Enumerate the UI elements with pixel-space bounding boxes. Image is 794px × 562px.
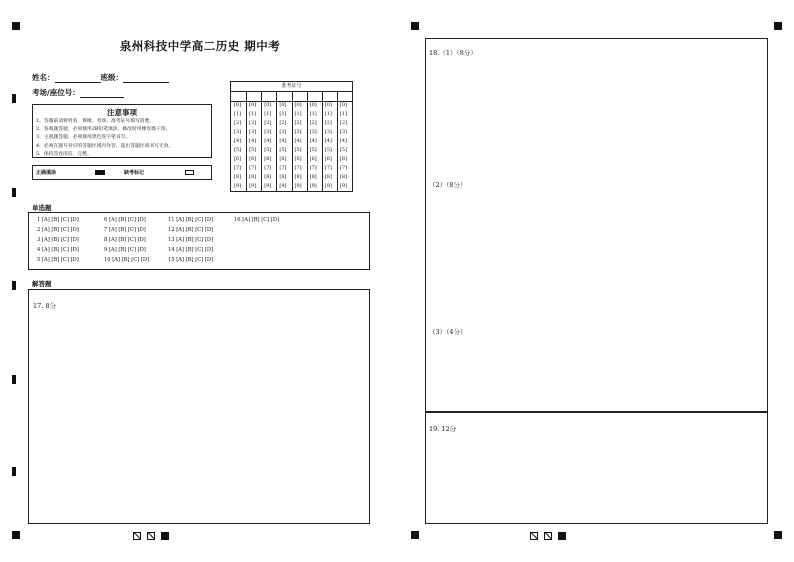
name-field[interactable]	[55, 74, 101, 83]
exam-id-bubble[interactable]: [6]	[249, 156, 257, 162]
answer-box-q18[interactable]	[425, 38, 768, 412]
exam-id-bubble[interactable]: [8]	[249, 174, 257, 180]
exam-id-box	[230, 81, 353, 192]
exam-id-bubble[interactable]: [9]	[339, 183, 347, 189]
exam-id-bubble[interactable]: [4]	[234, 138, 242, 144]
single-choice-row[interactable]: 3 [A] [B] [C] [D]	[37, 237, 79, 243]
single-choice-row[interactable]: 14 [A] [B] [C] [D]	[168, 247, 214, 253]
exam-id-bubble[interactable]: [0]	[339, 102, 347, 108]
corner-mark-top-right	[774, 22, 782, 30]
exam-id-bubble[interactable]: [1]	[339, 111, 347, 117]
note-item: 2、客观题答题，必须使用2B铅笔填涂，修改时用橡皮擦干净。	[36, 127, 171, 133]
exam-id-bubble[interactable]: [6]	[324, 156, 332, 162]
exam-id-bubble[interactable]: [3]	[309, 129, 317, 135]
exam-id-bubble[interactable]: [2]	[249, 120, 257, 126]
exam-id-bubble[interactable]: [9]	[309, 183, 317, 189]
exam-id-bubble[interactable]: [1]	[264, 111, 272, 117]
notes-list	[33, 118, 211, 159]
exam-id-bubble[interactable]: [5]	[309, 147, 317, 153]
exam-id-bubble[interactable]: [6]	[309, 156, 317, 162]
exam-id-bubble[interactable]: [3]	[324, 129, 332, 135]
correct-fill-label: 正确填涂	[36, 170, 57, 176]
exam-id-bubble[interactable]: [0]	[324, 102, 332, 108]
exam-id-bubble[interactable]: [2]	[234, 120, 242, 126]
exam-id-bubble[interactable]: [2]	[324, 120, 332, 126]
timing-mark	[12, 375, 16, 384]
exam-id-bubble[interactable]: [8]	[294, 174, 302, 180]
exam-id-bubble[interactable]: [3]	[264, 129, 272, 135]
single-choice-row[interactable]: 4 [A] [B] [C] [D]	[37, 247, 79, 253]
single-choice-box	[28, 212, 370, 270]
exam-id-bubble[interactable]: [5]	[279, 147, 287, 153]
page-marker-hatched	[147, 532, 155, 540]
exam-id-bubble[interactable]: [0]	[264, 102, 272, 108]
notes-box	[32, 104, 212, 158]
exam-id-bubble[interactable]: [9]	[234, 183, 242, 189]
single-choice-row[interactable]: 15 [A] [B] [C] [D]	[168, 257, 214, 263]
answers-label: 解答题	[32, 280, 52, 288]
page-marker-hatched	[133, 532, 141, 540]
corner-mark-mid-left	[411, 22, 419, 30]
exam-id-bubble[interactable]: [8]	[264, 174, 272, 180]
exam-id-bubble[interactable]: [9]	[294, 183, 302, 189]
exam-id-bubble[interactable]: [3]	[339, 129, 347, 135]
exam-id-bubble[interactable]: [7]	[339, 165, 347, 171]
single-choice-row[interactable]: 6 [A] [B] [C] [D]	[104, 217, 146, 223]
corner-mark-bottom-left	[12, 531, 20, 539]
exam-id-bubble[interactable]: [0]	[234, 102, 242, 108]
timing-mark	[12, 188, 16, 197]
note-item: 1、答题前请将姓名、班级、考场、准考证号填写清楚。	[36, 119, 155, 124]
q18-part3-label: （3）（4分）	[429, 328, 467, 336]
q18-part1-label: 18.（1）（8分）	[429, 49, 477, 57]
exam-id-bubble[interactable]: [2]	[294, 120, 302, 126]
note-item: 5、保持答卷清洁、完整。	[36, 151, 92, 157]
timing-mark	[12, 94, 16, 103]
exam-id-bubble[interactable]: [4]	[339, 138, 347, 144]
exam-id-bubble[interactable]: [9]	[279, 183, 287, 189]
q18-part2-label: （2）（8分）	[429, 181, 467, 189]
exam-id-bubble[interactable]: [7]	[249, 165, 257, 171]
exam-id-label: 准考证号	[231, 82, 352, 92]
exam-id-bubble[interactable]: [9]	[249, 183, 257, 189]
exam-id-bubble[interactable]: [7]	[264, 165, 272, 171]
seat-field[interactable]	[80, 89, 124, 98]
name-label: 姓名：	[32, 73, 55, 82]
page-marker-solid	[161, 532, 169, 540]
single-choice-row[interactable]: 9 [A] [B] [C] [D]	[104, 247, 146, 253]
absent-mark-checkbox[interactable]	[185, 170, 194, 175]
exam-id-bubble-grid	[231, 102, 352, 192]
exam-id-bubble[interactable]: [2]	[264, 120, 272, 126]
exam-id-bubble[interactable]: [8]	[309, 174, 317, 180]
corner-mark-top-left	[12, 22, 20, 30]
exam-id-bubble[interactable]: [3]	[234, 129, 242, 135]
exam-id-bubble[interactable]: [8]	[279, 174, 287, 180]
exam-id-bubble[interactable]: [7]	[234, 165, 242, 171]
seat-label: 考场/座位号：	[32, 88, 80, 97]
exam-id-bubble[interactable]: [3]	[294, 129, 302, 135]
exam-id-column-divider	[261, 91, 262, 192]
absent-mark-label: 缺考标记	[124, 170, 145, 176]
corner-mark-mid-right	[411, 531, 419, 539]
exam-id-bubble[interactable]: [1]	[279, 111, 287, 117]
exam-id-bubble[interactable]: [0]	[309, 102, 317, 108]
corner-mark-bottom-right	[774, 531, 782, 539]
single-choice-row[interactable]: 5 [A] [B] [C] [D]	[37, 257, 79, 263]
page-title: 泉州科技中学高二历史 期中考	[119, 39, 281, 53]
timing-mark	[12, 467, 16, 476]
seat-info-row	[32, 87, 124, 98]
single-choice-label: 单选题	[32, 204, 52, 212]
single-choice-row[interactable]: 16 [A] [B] [C] [D]	[234, 217, 280, 223]
answer-box-q19[interactable]	[425, 412, 768, 524]
exam-id-column-divider	[276, 91, 277, 192]
exam-id-bubble[interactable]: [4]	[324, 138, 332, 144]
exam-id-bubble[interactable]: [9]	[264, 183, 272, 189]
correct-fill-sample	[95, 170, 105, 175]
exam-id-column-divider	[337, 91, 338, 192]
q19-label: 19. 12分	[429, 425, 457, 433]
exam-id-bubble[interactable]: [7]	[324, 165, 332, 171]
exam-id-bubble[interactable]: [6]	[279, 156, 287, 162]
exam-id-bubble[interactable]: [4]	[249, 138, 257, 144]
exam-id-bubble[interactable]: [2]	[339, 120, 347, 126]
exam-id-bubble[interactable]: [3]	[279, 129, 287, 135]
note-item: 3、主观题答题，必须使用黑色签字笔书写。	[36, 135, 131, 141]
exam-id-column-divider	[246, 91, 247, 192]
exam-id-bubble[interactable]: [6]	[264, 156, 272, 162]
exam-id-bubble[interactable]: [1]	[324, 111, 332, 117]
exam-id-bubble[interactable]: [6]	[339, 156, 347, 162]
exam-id-bubble[interactable]: [4]	[264, 138, 272, 144]
exam-id-bubble[interactable]: [7]	[309, 165, 317, 171]
single-choice-row[interactable]: 10 [A] [B] [C] [D]	[104, 257, 150, 263]
exam-id-column-divider	[292, 91, 293, 192]
page-marker-hatched	[544, 532, 552, 540]
q17-label: 17. 8分	[33, 302, 57, 310]
exam-id-bubble[interactable]: [9]	[324, 183, 332, 189]
exam-id-bubble[interactable]: [3]	[249, 129, 257, 135]
single-choice-row[interactable]: 1 [A] [B] [C] [D]	[37, 217, 79, 223]
exam-id-bubble[interactable]: [5]	[324, 147, 332, 153]
exam-id-bubble[interactable]: [4]	[294, 138, 302, 144]
exam-id-bubble[interactable]: [2]	[279, 120, 287, 126]
single-choice-row[interactable]: 2 [A] [B] [C] [D]	[37, 227, 79, 233]
student-info-row	[32, 72, 169, 83]
single-choice-row[interactable]: 13 [A] [B] [C] [D]	[168, 237, 214, 243]
exam-id-bubble[interactable]: [0]	[294, 102, 302, 108]
note-item: 4、必须在题号对应的答题区域内作答，超出答题区域书写无效。	[36, 143, 174, 149]
class-field[interactable]	[123, 74, 169, 83]
class-label: 班级：	[100, 73, 123, 82]
timing-mark	[12, 281, 16, 290]
exam-id-bubble[interactable]: [7]	[279, 165, 287, 171]
exam-id-bubble[interactable]: [1]	[234, 111, 242, 117]
exam-id-bubble[interactable]: [0]	[249, 102, 257, 108]
exam-id-bubble[interactable]: [6]	[234, 156, 242, 162]
exam-id-bubble[interactable]: [6]	[294, 156, 302, 162]
exam-id-bubble[interactable]: [8]	[234, 174, 242, 180]
page-marker-hatched	[530, 532, 538, 540]
single-choice-row[interactable]: 7 [A] [B] [C] [D]	[104, 227, 146, 233]
exam-id-bubble[interactable]: [8]	[339, 174, 347, 180]
exam-id-bubble[interactable]: [4]	[279, 138, 287, 144]
single-choice-area	[29, 213, 369, 269]
fill-legend-box	[32, 165, 212, 180]
exam-id-bubble[interactable]: [5]	[294, 147, 302, 153]
exam-id-bubble[interactable]: [5]	[249, 147, 257, 153]
exam-id-column-divider	[322, 91, 323, 192]
answer-box-q17[interactable]	[28, 289, 370, 524]
exam-id-bubble[interactable]: [5]	[264, 147, 272, 153]
exam-id-bubble[interactable]: [0]	[279, 102, 287, 108]
single-choice-row[interactable]: 11 [A] [B] [C] [D]	[168, 217, 214, 223]
notes-title: 注意事项	[107, 108, 137, 117]
exam-id-bubble[interactable]: [4]	[309, 138, 317, 144]
exam-id-bubble[interactable]: [7]	[294, 165, 302, 171]
page-marker-solid	[558, 532, 566, 540]
single-choice-row[interactable]: 8 [A] [B] [C] [D]	[104, 237, 146, 243]
exam-id-bubble[interactable]: [1]	[294, 111, 302, 117]
exam-id-bubble[interactable]: [5]	[339, 147, 347, 153]
exam-id-bubble[interactable]: [1]	[249, 111, 257, 117]
exam-id-bubble[interactable]: [8]	[324, 174, 332, 180]
exam-id-bubble[interactable]: [5]	[234, 147, 242, 153]
single-choice-row[interactable]: 12 [A] [B] [C] [D]	[168, 227, 214, 233]
exam-id-bubble[interactable]: [2]	[309, 120, 317, 126]
exam-id-column-divider	[307, 91, 308, 192]
exam-id-bubble[interactable]: [1]	[309, 111, 317, 117]
